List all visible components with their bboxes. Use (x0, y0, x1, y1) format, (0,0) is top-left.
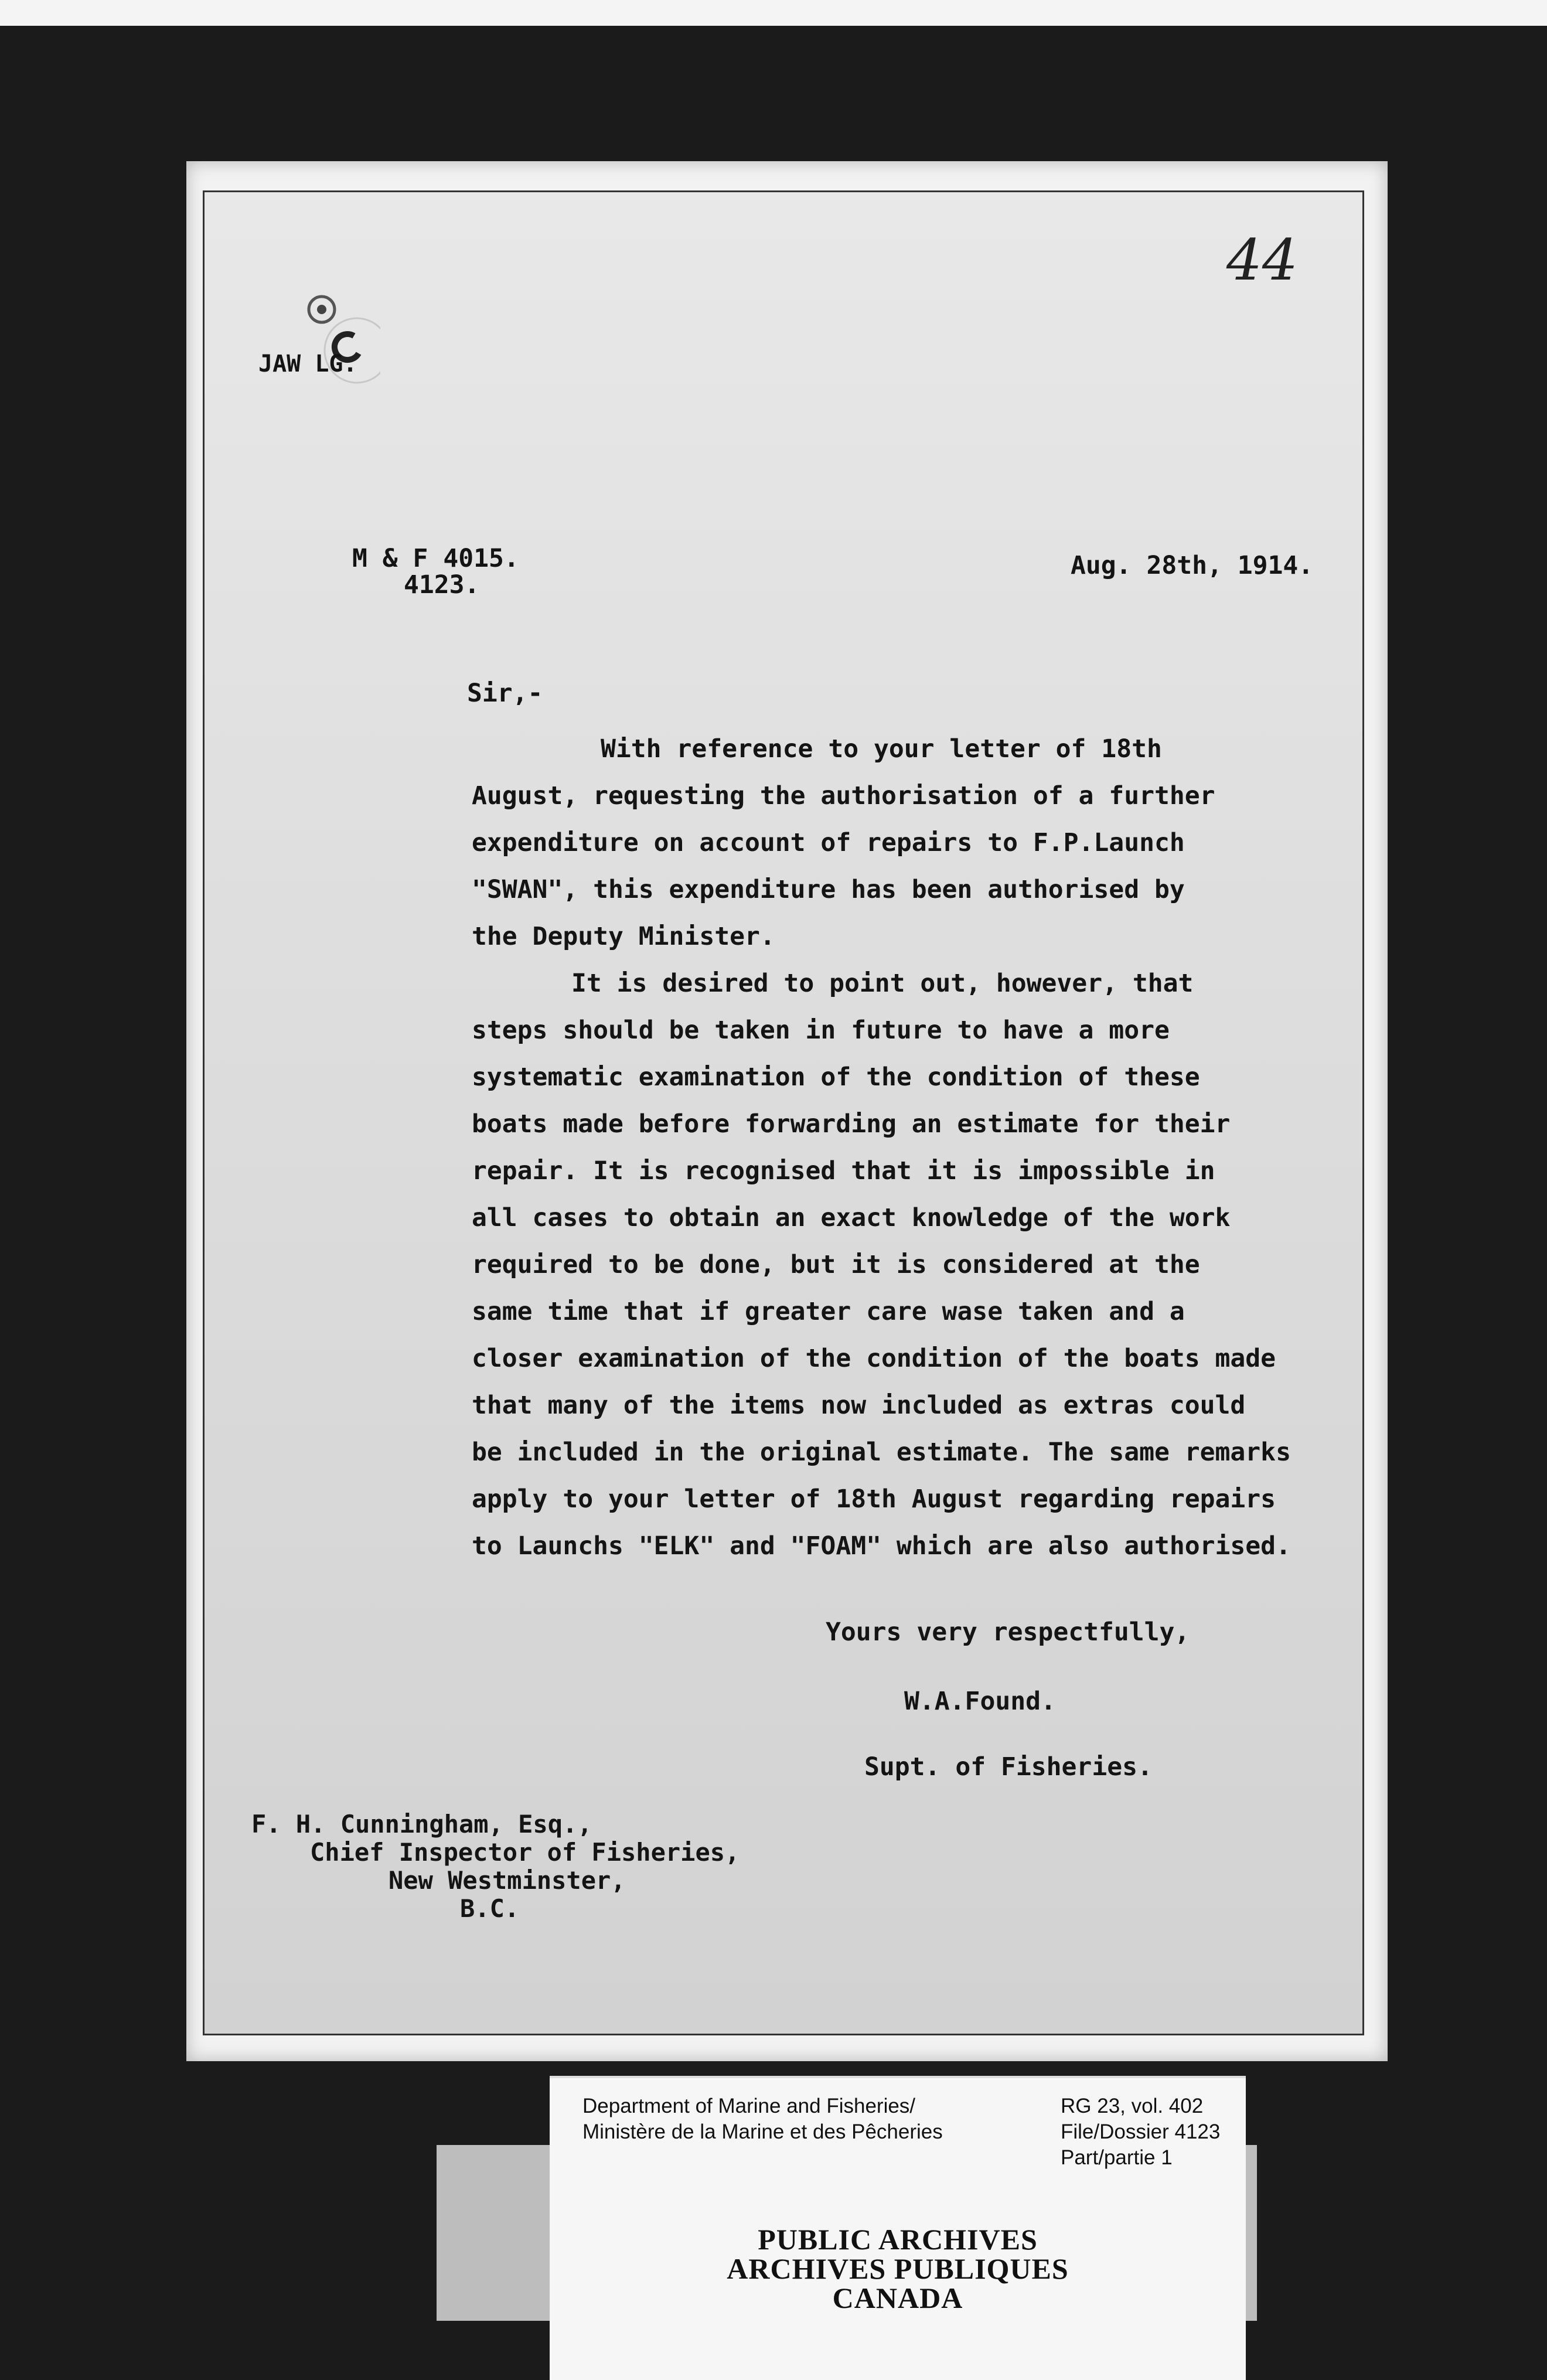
salutation: Sir,- (467, 679, 543, 708)
archive-part-number: Part/partie 1 (1061, 2146, 1173, 2169)
body-line: all cases to obtain an exact knowledge of the work (472, 1203, 1231, 1232)
body-line: "SWAN", this expenditure has been authorised by (472, 875, 1185, 904)
scan-border-top (0, 0, 1547, 26)
signature-title: Supt. of Fisheries. (864, 1752, 1153, 1782)
body-line: repair. It is recognised that it is impossible in (472, 1156, 1215, 1186)
addressee-line: F. H. Cunningham, Esq., (251, 1810, 592, 1838)
body-line: It is desired to point out, however, that (571, 969, 1194, 998)
body-line: to Launchs "ELK" and "FOAM" which are also authorised. (472, 1531, 1291, 1561)
body-line: required to be done, but it is considered at the (472, 1250, 1200, 1279)
body-line: that many of the items now included as extras could (472, 1391, 1246, 1420)
archives-stamp (550, 2225, 1246, 2313)
archive-file-number: File/Dossier 4123 (1061, 2120, 1221, 2143)
addressee-line: B.C. (460, 1894, 520, 1923)
signature-name: W.A.Found. (904, 1687, 1056, 1716)
body-line: boats made before forwarding an estimate for their (472, 1109, 1231, 1139)
letter-page (203, 190, 1364, 2035)
body-line: August, requesting the authorisation of a further (472, 781, 1215, 811)
archive-department-en: Department of Marine and Fisheries/ (582, 2095, 916, 2117)
archive-label (550, 2076, 1246, 2380)
body-line: expenditure on account of repairs to F.P.Launch (472, 828, 1185, 857)
body-line: be included in the original estimate. The same remarks (472, 1438, 1291, 1467)
archives-stamp-line: PUBLIC ARCHIVES (758, 2223, 1038, 2256)
archive-department-fr: Ministère de la Marine et des Pêcheries (582, 2120, 943, 2143)
archives-stamp-line: CANADA (832, 2282, 963, 2314)
body-line: With reference to your letter of 18th (601, 734, 1162, 764)
file-reference-second: 4123. (404, 570, 480, 600)
body-line: closer examination of the condition of the boats made (472, 1344, 1276, 1373)
letter-sheet (186, 161, 1388, 2061)
body-line: same time that if greater care wase taken and a (472, 1297, 1185, 1326)
body-line: apply to your letter of 18th August regarding repairs (472, 1484, 1276, 1514)
file-reference: M & F 4015. (352, 544, 519, 573)
folio-number: 44 (1226, 227, 1298, 293)
body-line: steps should be taken in future to have a more (472, 1016, 1170, 1045)
body-line: systematic examination of the condition of these (472, 1063, 1200, 1092)
stamp-background-left (437, 2145, 565, 2321)
reference-initials: JAW LG. (258, 350, 357, 377)
addressee-line: New Westminster, (389, 1866, 626, 1895)
archives-stamp-line: ARCHIVES PUBLIQUES (727, 2252, 1069, 2285)
archive-record-group: RG 23, vol. 402 (1061, 2095, 1204, 2117)
letter-date: Aug. 28th, 1914. (1071, 551, 1314, 580)
complimentary-close: Yours very respectfully, (826, 1618, 1190, 1647)
body-line: the Deputy Minister. (472, 922, 775, 951)
addressee-line: Chief Inspector of Fisheries, (310, 1838, 740, 1867)
